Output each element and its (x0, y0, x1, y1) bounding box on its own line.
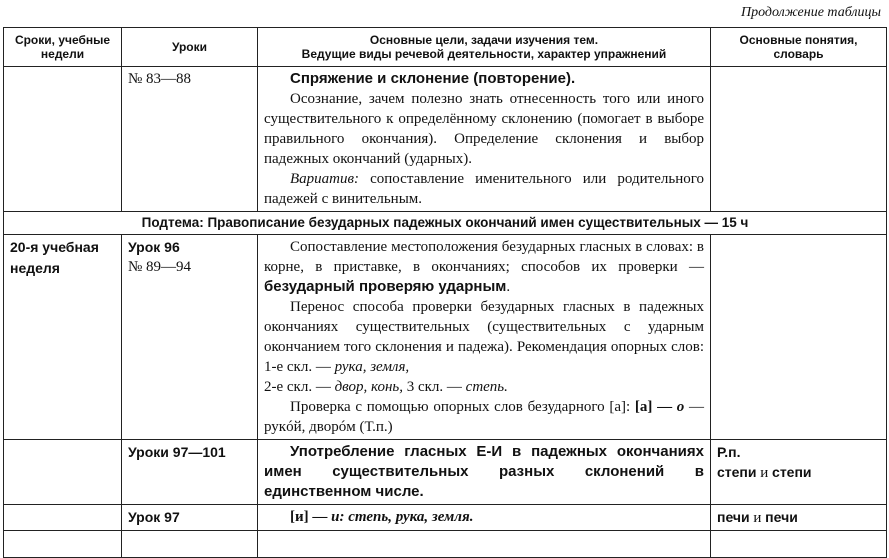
cell-concepts (711, 67, 887, 212)
cell-goals (258, 505, 711, 531)
cell-week (4, 67, 122, 212)
cell-goals (258, 531, 711, 558)
goal-paragraph (264, 237, 704, 297)
concept-word: печи (717, 509, 750, 525)
text-run: 3 скл. — (402, 379, 466, 395)
subtopic-row (4, 212, 887, 235)
text-run: и (749, 510, 766, 526)
cell-week (4, 235, 122, 440)
example-words: рука, земля, (334, 359, 410, 375)
cell-lessons (122, 235, 258, 440)
goal-title: Употребление гласных Е-И в падежных окончаниях имен существительных разных склонений в единственном числе. (264, 443, 704, 500)
topic-title: Спряжение и склонение (повторение). (290, 70, 576, 87)
cell-concepts (711, 235, 887, 440)
cell-concepts (711, 531, 887, 558)
week-label: 20-я учебная неделя (10, 239, 99, 276)
cell-week (4, 505, 122, 531)
cell-concepts (711, 505, 887, 531)
rule-phrase: [и] — (290, 509, 332, 525)
goal-example (264, 507, 704, 527)
lesson-numbers: № 83—88 (128, 71, 192, 87)
concept-pair (717, 507, 880, 528)
cell-goals (258, 67, 711, 212)
variant-label: Вариатив: (290, 171, 360, 187)
cell-goals (258, 440, 711, 505)
rule-phrase: безударный проверяю ударным (264, 278, 507, 295)
table-row (4, 505, 887, 531)
subtopic-heading: Подтема: Правописание безударных падежных окончаний имен существительных — 15 ч (4, 212, 887, 235)
lesson-numbers: № 89—94 (128, 259, 192, 275)
concept-pair (717, 462, 880, 483)
concept-word: печи (765, 509, 798, 525)
example-words: и: степь, рука, земля. (331, 509, 474, 525)
text-run: 2-е скл. — (264, 379, 335, 395)
rule-phrase: [а] — (634, 399, 677, 415)
header-weeks: Сроки, учебные недели (4, 28, 122, 67)
goal-paragraph (264, 297, 704, 377)
example-words: двор, конь, (334, 379, 403, 395)
text-run: Перенос способа проверки безударных гласных в падежных окончаниях существительных (существительных с ударным окончанием того склонения и падежа). Рекомендация опорных слов: 1-е скл. — (264, 299, 704, 375)
lesson-title: Урок 96 (128, 239, 180, 255)
cell-lessons (122, 531, 258, 558)
goal-paragraph-cont (264, 377, 704, 397)
goal-paragraph: Осознание, зачем полезно знать отнесенность того или иного существительного к определённому склонению (помогает в выборе правильного окончания). Определение склонения и выбор падежных окончаний (ударных). (264, 91, 704, 167)
cell-concepts (711, 440, 887, 505)
text-run: Сопоставление местоположения безударных гласных в словах: в корне, в приставке, в окончаниях; способов их проверки — (264, 239, 704, 275)
header-lessons: Уроки (122, 28, 258, 67)
cell-lessons (122, 505, 258, 531)
concept-word: степи (772, 464, 812, 480)
variant-text: сопоставление именительного или родительного падежей с винительным. (264, 171, 704, 207)
variant-paragraph (264, 169, 704, 209)
cell-week (4, 440, 122, 505)
table-continuation-caption: Продолжение таблицы (740, 5, 881, 20)
example-words: степь. (465, 379, 508, 395)
cell-lessons (122, 440, 258, 505)
header-goals-line2: Ведущие виды речевой деятельности, характер упражнений (301, 47, 667, 61)
cell-lessons (122, 67, 258, 212)
text-run: Проверка с помощью опорных слов безударного [а]: (290, 399, 635, 415)
header-concepts: Основные понятия, словарь (711, 28, 887, 67)
lessons-range: Уроки 97—101 (128, 444, 226, 460)
curriculum-table (3, 27, 887, 558)
cell-week (4, 531, 122, 558)
rule-phrase: о (676, 399, 685, 415)
concept-word: степи (717, 464, 757, 480)
table-row-empty (4, 531, 887, 558)
table-row (4, 67, 887, 212)
table-row (4, 235, 887, 440)
text-run: . (506, 279, 511, 295)
table-header-row (4, 28, 887, 67)
goal-paragraph (264, 397, 704, 437)
text-run: и (756, 465, 773, 481)
header-goals (258, 28, 711, 67)
table-row (4, 440, 887, 505)
header-goals-line1: Основные цели, задачи изучения тем. (369, 33, 599, 47)
concept-case: Р.п. (717, 444, 741, 460)
text-run: — рукóй, дворóм (Т.п.) (264, 399, 705, 435)
cell-goals (258, 235, 711, 440)
lesson-title: Урок 97 (128, 509, 180, 525)
